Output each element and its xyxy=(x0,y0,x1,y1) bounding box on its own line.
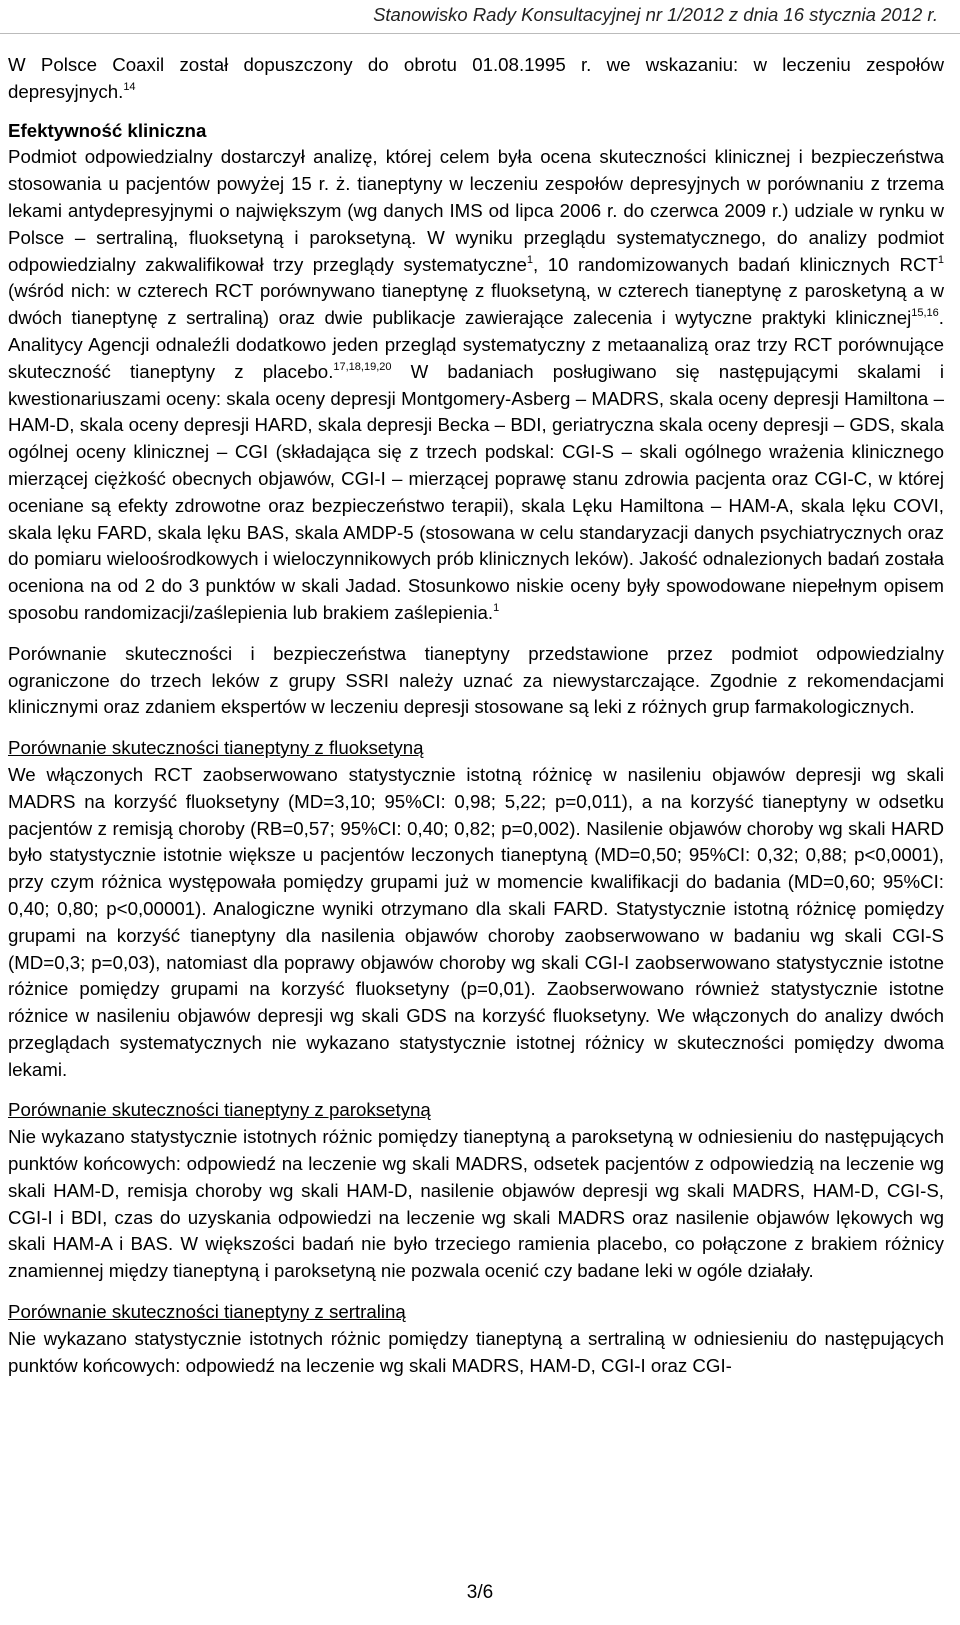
footnote-ref: 17,18,19,20 xyxy=(333,360,392,373)
ssri-comparison-paragraph: Porównanie skuteczności i bezpieczeństwa tianeptyny przedstawione przez podmiot odpowiedzialny ograniczone do trzech leków z grupy SSRI należy uznać za niewystarczające. Zgodnie z rekomendacjami klinicznymi oraz zdaniem ekspertów w leczeniu depresji stosowane są leki z różnych grup farmakologicznych. xyxy=(8,642,944,718)
section-heading-fluoxetine: Porównanie skuteczności tianeptyny z fluoksetyną xyxy=(8,737,424,759)
page-number: 3/6 xyxy=(466,1582,494,1603)
footnote-ref: 1 xyxy=(937,253,944,266)
page-header: Stanowisko Rady Konsultacyjnej nr 1/2012 z dnia 16 stycznia 2012 r. xyxy=(373,4,938,25)
fluoxetine-paragraph: We włączonych RCT zaobserwowano statystycznie istotną różnicę w nasileniu objawów depresji wg skali MADRS na korzyść fluoksetyny (MD=3,10; 95%CI: 0,98; 5,22; p=0,011), a na korzyść tianeptyny w odsetku pacjentów z remisją choroby (RB=0,57; 95%CI: 0,40; 0,82; p=0,002). Nasilenie objawów choroby wg skali HARD było statystycznie istotnie większe u pacjentów leczonych tianeptyną (MD=0,50; 95%CI: 0,32; 0,88; p<0,0001), przy czym różnica występowała pomiędzy grupami już w momencie kwalifikacji do badania (MD=0,60; 95%CI: 0,40; 0,80; p<0,00001). Analogiczne wyniki otrzymano dla skali FARD. Statystycznie istotną różnicę pomiędzy grupami na korzyść tianeptyny dla nasilenia objawów choroby zaobserwowano w badaniu wg skali CGI-S (MD=0,3; p=0,03), natomiast dla poprawy objawów choroby wg skali CGI-I zaobserwowano statystycznie istotne różnice pomiędzy grupami na korzyść fluoksetyny (p=0,01). Zaobserwowano również statystycznie istotne różnice w nasileniu objawów depresji wg skali GDS na korzyść fluoksetyny. We włączonych do analizy dwóch przeglądach systematycznych nie wykazano statystycznie istotnej różnicy w skuteczności pomiędzy dwoma lekami. xyxy=(8,763,944,1080)
sertraline-paragraph: Nie wykazano statystycznie istotnych różnic pomiędzy tianeptyną a sertraliną w odniesieniu do następujących punktów końcowych: odpowiedź na leczenie wg skali MADRS, HAM-D, CGI-I oraz CGI- xyxy=(8,1327,944,1376)
footnote-ref: 15,16 xyxy=(911,307,939,320)
efficacy-paragraph: Podmiot odpowiedzialny dostarczył analizę, której celem była ocena skuteczności klinicznej i bezpieczeństwa stosowania u pacjentów powyżej 15 r. ż. tianeptyny w leczeniu zespołów depresyjnych w porównaniu z trzema lekami antydepresyjnymi o największym (wg danych IMS od lipca 2006 r. do czerwca 2009 r.) udziale w rynku w Polsce – sertraliną, fluoksetyną i paroksetyną. W wyniku przeglądu systematycznego, do analizy podmiot odpowiedzialny zakwalifikował trzy przeglądy systematyczne$^1$, 10 randomizowanych badań klinicznych RCT$^1$ (wśród nich: w czterech RCT porównywano tianeptynę z fluoksetyną, w czterech tianeptynę z parosketyną a w dwóch tianeptynę z sertraliną) oraz dwie publikacje zawierające zalecenia i wytyczne praktyki klinicznej$^{15,16}$. Analitycy Agencji odnaleźli dodatkowo jeden przegląd systematyczny z metaanalizą oraz trzy RCT porównujące skuteczność tianeptyny z placebo.$^{17,18,19,20}$ W badaniach posługiwano się następującymi skalami i kwestionariuszami oceny: skala oceny depresji Montgomery-Asberg – MADRS, skala oceny depresji Hamiltona – HAM-D, skala oceny depresji HARD, skala depresji Becka – BDI, geriatryczna skala oceny depresji – GDS, skala ogólnej oceny klinicznej – CGI (składająca się z trzech podskal: CGI-S – skali ogólnego wrażenia klinicznego mierzącej ciężkość obecnych objawów, CGI-I – mierzącej poprawę stanu zdrowia pacjenta oraz CGI-C, w której oceniane są efekty zdrowotne oraz bezpieczeństwo terapii), skala Lęku Hamiltona – HAM-A, skala lęku COVI, skala lęku FARD, skala lęku BAS, skala AMDP-5 (stosowana w celu standaryzacji danych psychiatrycznych oraz do pomiaru wieloośrodkowych i wieloczynnikowych prób klinicznych leków). Jakość odnalezionych badań została oceniona na od 2 do 3 punktów w skali Jadad. Stosunkowo niskie oceny były spowodowane niepełnym opisem sposobu randomizacji/zaślepienia lub brakiem zaślepienia.$^1$ xyxy=(8,146,944,623)
footnote-ref: 1 xyxy=(526,253,534,266)
section-heading-sertraline: Porównanie skuteczności tianeptyny z sertraliną xyxy=(8,1301,406,1323)
document-body xyxy=(8,52,944,1379)
paroxetine-paragraph: Nie wykazano statystycznie istotnych różnic pomiędzy tianeptyną a paroksetyną w odniesieniu do następujących punktów końcowych: odpowiedź na leczenie wg skali MADRS, odsetek pacjentów z odpowiedzią na leczenie wg skali HAM-D, remisja choroby wg skali HAM-D, nasilenie objawów depresji wg skali MADRS, HAM-D, CGI-S, CGI-I i BDI, czas do uzyskania odpowiedzi na leczenie wg skali MADRS oraz nasilenie objawów lękowych wg skali HAM-A i BAS. W większości badań nie było trzeciego ramienia placebo, co połączone z brakiem różnicy znamiennej między tianeptyną i paroksetyną nie pozwala ocenić czy badane leki w ogóle działały. xyxy=(8,1126,944,1282)
footnote-ref: 14 xyxy=(123,80,136,93)
intro-paragraph: W Polsce Coaxil został dopuszczony do obrotu 01.08.1995 r. we wskazaniu: w leczeniu zespołów depresyjnych.$^{14}$ xyxy=(8,54,944,102)
header-divider xyxy=(0,33,960,34)
section-heading-paroxetine: Porównanie skuteczności tianeptyny z paroksetyną xyxy=(8,1099,431,1121)
section-heading-efficacy: Efektywność kliniczna xyxy=(8,119,207,141)
footnote-ref: 1 xyxy=(493,601,500,614)
